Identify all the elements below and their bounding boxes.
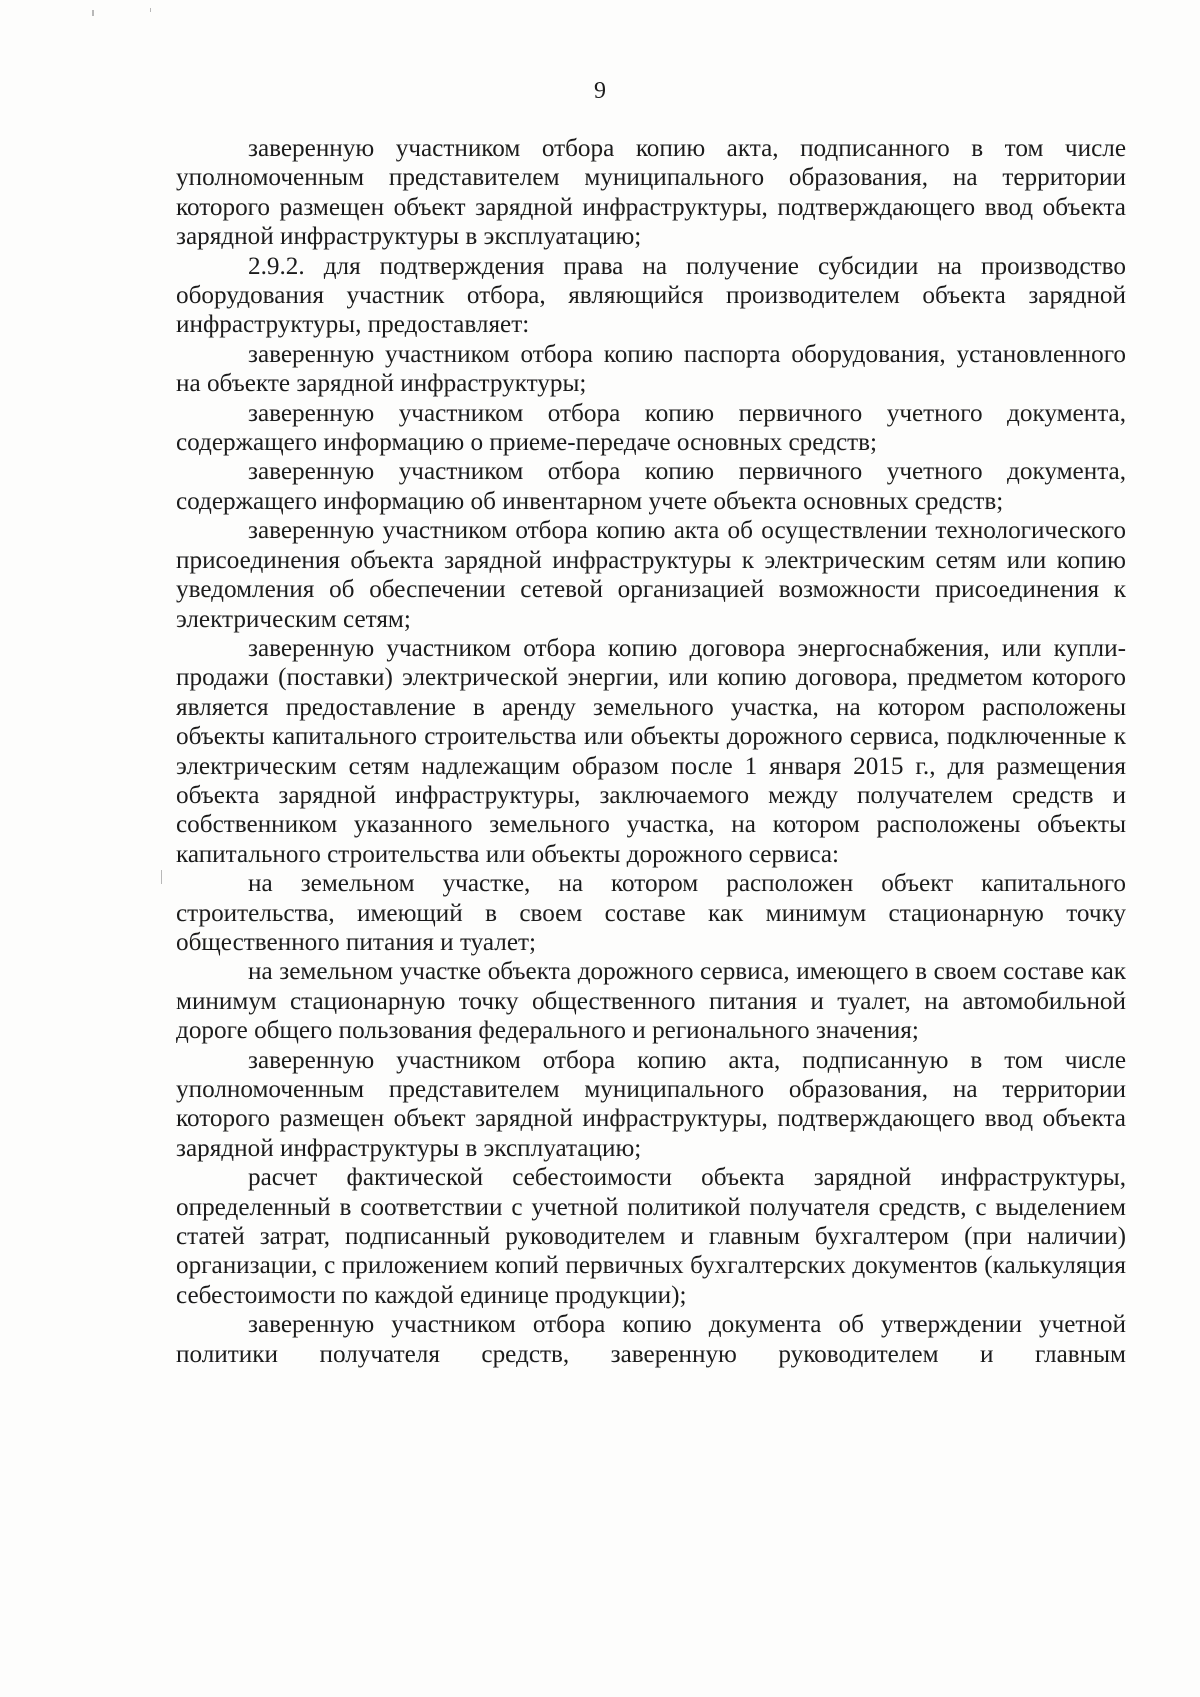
paragraph: заверенную участником отбора копию договора энергоснабжения, или купли-продажи (поставки) электрической энергии, или копию договора, предметом которого является предоставление в аренду земельного участка, на котором расположены объекты капитального строительства или объекты дорожного сервиса, подключенные к электрическим сетям надлежащим образом после 1 января 2015 г., для размещения объекта зарядной инфраструктуры, заключаемого между получателем средств и собственником указанного земельного участка, на котором расположены объекты капитального строительства или объекты дорожного сервиса:	[176, 634, 1126, 868]
scan-mark	[92, 10, 94, 16]
paragraph: заверенную участником отбора копию документа об утверждении учетной политики получателя средств, заверенную руководителем и главным	[176, 1311, 1126, 1368]
paragraph: заверенную участником отбора копию акта об осуществлении технологического присоединения объекта зарядной инфраструктуры к электрическим сетям или копию уведомления об обеспечении сетевой организацией возможности присоединения к электрическим сетям;	[176, 517, 1126, 633]
scan-mark	[150, 8, 151, 12]
paragraph: заверенную участником отбора копию паспорта оборудования, установленного на объекте зарядной инфраструктуры;	[176, 340, 1126, 398]
paragraph: заверенную участником отбора копию акта, подписанного в том числе уполномоченным представителем муниципального образования, на территории которого размещен объект зарядной инфраструктуры, подтверждающего ввод объекта зарядной инфраструктуры в эксплуатацию;	[176, 135, 1126, 251]
paragraph: заверенную участником отбора копию акта, подписанную в том числе уполномоченным представителем муниципального образования, на территории которого размещен объект зарядной инфраструктуры, подтверждающего ввод объекта зарядной инфраструктуры в эксплуатацию;	[176, 1046, 1126, 1162]
scan-mark	[161, 870, 162, 884]
paragraph: 2.9.2. для подтверждения права на получение субсидии на производство оборудования участник отбора, являющийся производителем объекта зарядной инфраструктуры, предоставляет:	[176, 252, 1126, 339]
paragraph: расчет фактической себестоимости объекта зарядной инфраструктуры, определенный в соответствии с учетной политикой получателя средств, с выделением статей затрат, подписанный руководителем и главным бухгалтером (при наличии) организации, с приложением копий первичных бухгалтерских документов (калькуляция себестоимости по каждой единице продукции);	[176, 1164, 1126, 1309]
paragraph: заверенную участником отбора копию первичного учетного документа, содержащего информацию о приеме-передаче основных средств;	[176, 399, 1126, 457]
paragraph: на земельном участке объекта дорожного сервиса, имеющего в своем составе как минимум стационарную точку общественного питания и туалет, на автомобильной дороге общего пользования федерального и регионального значения;	[176, 958, 1126, 1045]
paragraph: на земельном участке, на котором расположен объект капитального строительства, имеющий в своем составе как минимум стационарную точку общественного питания и туалет;	[176, 870, 1126, 956]
paragraph: заверенную участником отбора копию первичного учетного документа, содержащего информацию об инвентарном учете объекта основных средств;	[176, 458, 1126, 515]
document-body	[176, 134, 1126, 1369]
page-number: 9	[594, 78, 606, 104]
